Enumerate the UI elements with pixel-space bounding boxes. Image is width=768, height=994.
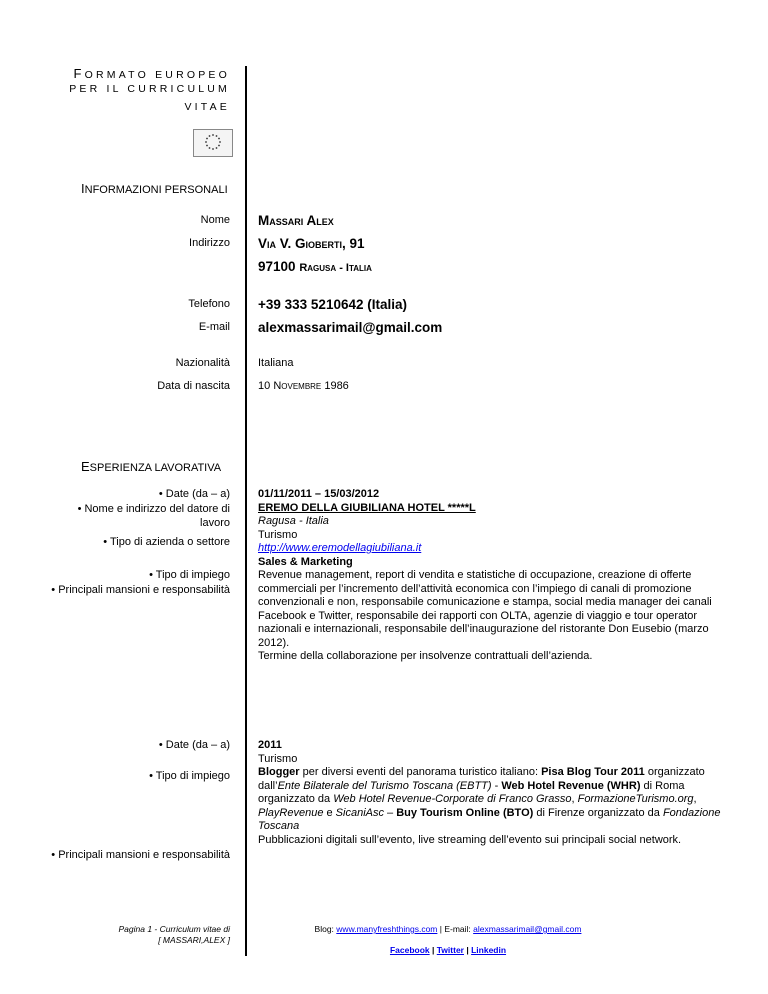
label-nome: Nome [200, 214, 230, 226]
job2-duties: Pubblicazioni digitali sull’evento, live streaming dell’evento sui principali social network. [258, 833, 682, 846]
label-job2-type: • Tipo di impiego [149, 770, 230, 782]
label-job2-duties: • Principali mansioni e responsabilità [51, 849, 230, 861]
title-line-3: VITAE [184, 101, 230, 113]
vertical-divider [245, 66, 247, 956]
label-job1-employer: • Nome e indirizzo del datore di lavoro [77, 503, 230, 529]
job2-sector: Turismo [258, 752, 298, 765]
job1-role: Sales & Marketing [258, 555, 353, 568]
label-indirizzo: Indirizzo [189, 237, 230, 249]
value-telefono: +39 333 5210642 (Italia) [258, 297, 407, 312]
value-data-nascita: 10 Novembre 1986 [258, 380, 349, 392]
label-data-nascita: Data di nascita [157, 380, 230, 392]
footer-twitter-link[interactable]: Twitter [436, 945, 464, 955]
label-email: E-mail [198, 321, 230, 333]
eu-flag-icon [193, 129, 233, 157]
section-personal-info: INFORMAZIONI PERSONALI [81, 181, 228, 196]
label-job1-type: • Tipo di impiego [149, 569, 230, 581]
job1-dates: 01/11/2011 – 15/03/2012 [258, 488, 380, 500]
title-line-1: FORMATO EUROPEO [73, 66, 230, 81]
footer-page-info: Pagina 1 - Curriculum vitae di [ MASSARI,ALEX ] [118, 924, 230, 945]
section-work-experience: ESPERIENZA LAVORATIVA [81, 459, 222, 474]
label-job2-date: • Date (da – a) [158, 739, 230, 751]
label-telefono: Telefono [188, 298, 230, 310]
value-indirizzo-line1: Via V. Gioberti, 91 [258, 236, 365, 251]
job1-location: Ragusa - Italia [258, 515, 329, 527]
job2-content [258, 739, 723, 847]
footer-facebook-link[interactable]: Facebook [389, 945, 430, 955]
value-nazionalita: Italiana [258, 357, 294, 369]
job1-employer: EREMO DELLA GIUBILIANA HOTEL *****L [258, 501, 476, 514]
job1-content [258, 488, 723, 664]
value-email: alexmassarimail@gmail.com [258, 320, 443, 335]
footer-blog-link[interactable]: www.manyfreshthings.com [336, 924, 438, 934]
value-indirizzo-line2: 97100 Ragusa - Italia [258, 259, 372, 274]
label-job1-sector: • Tipo di azienda o settore [103, 536, 230, 548]
job2-dates: 2011 [258, 739, 282, 751]
value-nome: Massari Alex [258, 213, 334, 228]
label-job1-duties: • Principali mansioni e responsabilità [51, 584, 230, 596]
footer-linkedin-link[interactable]: Linkedin [471, 945, 507, 955]
job1-sector: Turismo [258, 528, 298, 541]
job1-website-link[interactable]: http://www.eremodellagiubiliana.it [258, 542, 422, 554]
label-job1-date: • Date (da – a) [158, 488, 230, 500]
footer-contacts: Blog: www.manyfreshthings.com | E-mail: alexmassarimail@gmail.com [314, 924, 582, 934]
title-line-2: PER IL CURRICULUM [69, 83, 230, 95]
job2-description: Blogger per diversi eventi del panorama turistico italiano: Pisa Blog Tour 2011 organizzato dall’Ente Bilaterale del Turismo Toscana (EBTT) - Web Hotel Revenue (WHR) di Roma organizzato da Web Hotel Revenue-Corporate di Franco Grasso, FormazioneTurismo.org, PlayRevenue e SicaniAsc – Buy Tourism Online (BTO) di Firenze organizzato da Fondazione Toscana [258, 766, 721, 832]
label-nazionalita: Nazionalità [175, 357, 230, 369]
job1-termination: Termine della collaborazione per insolvenze contrattuali dell’azienda. [258, 650, 593, 662]
footer-email-link[interactable]: alexmassarimail@gmail.com [473, 924, 582, 934]
footer-social-links: Facebook | Twitter | Linkedin [389, 945, 507, 955]
job1-duties: Revenue management, report di vendita e statistiche di occupazione, creazione di offerte commerciali per l’incremento dell’attività economica con l’impiego di canali di promozione convenzionali e non, responsabile comunicazione e stampa, social media manager dei canali Facebook e Twitter, responsabile dei rapporti con OLTA, agenzie di viaggio e tour operator nazionali e internazionali, responsabile dell’inaugurazione del ristorante Don Eusebio (marzo 2012). [258, 569, 712, 649]
